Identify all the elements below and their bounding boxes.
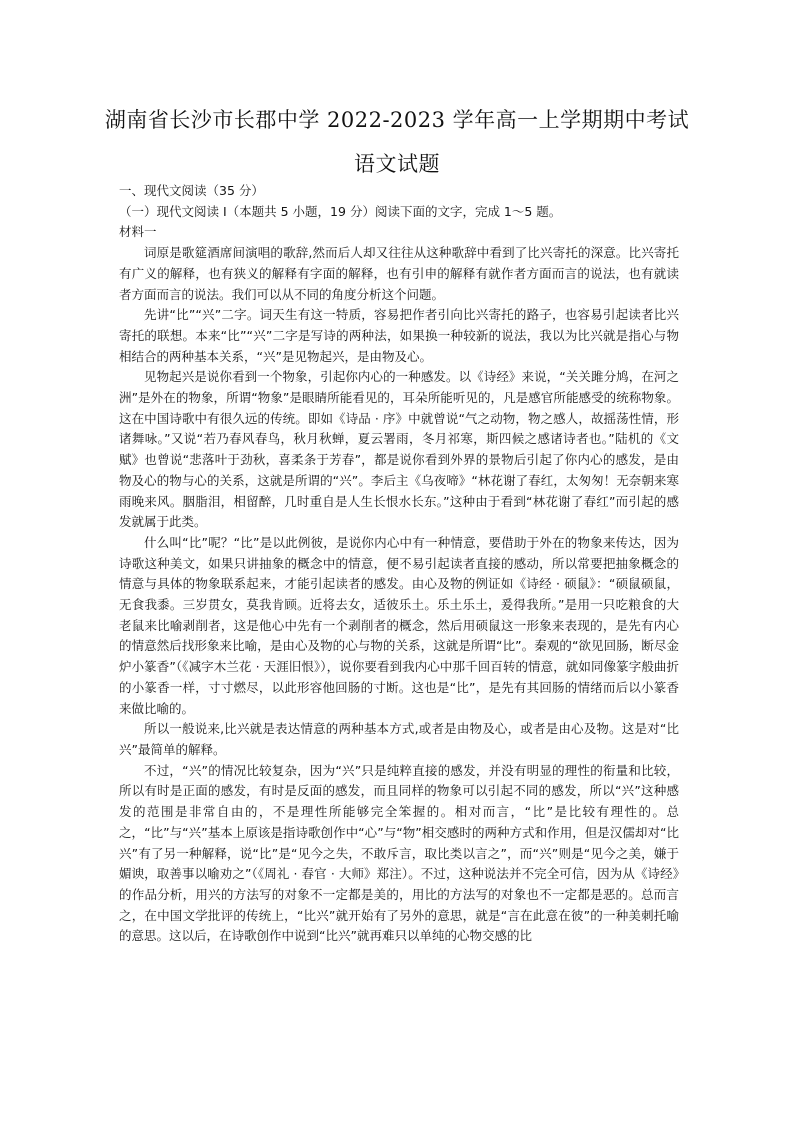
page-title: 湖南省长沙市长郡中学 2022-2023 学年高一上学期期中考试 [104,108,690,132]
paragraph-4: 什么叫“比”呢？“比”是以此例彼，是说你内心中有一种情意，要借助于外在的物象来传达，因为诗歌这种美文，如果只讲抽象的概念中的情意，便不易引起读者直接的感动，所以常要把抽象概念的情意与具体的物象联系起来，才能引起读者的感发。由心及物的例证如《诗经 · 硕鼠》：“硕鼠硕鼠，无食我黍。三岁贯女，莫我肯顾。近将去女，适彼乐土。乐土乐土，爰得我所。”是用一只吃粮食的大老鼠来比喻剥削者，这是他心中先有一个剥削者的概念，然后用硕鼠这一形象来表现的，是先有内心的情意然后找形象来比喻，是由心及物的心与物的关系，这就是所谓“比”。秦观的“欲见回肠，断尽金炉小篆香”（《减字木兰花 · 天涯旧恨》），说你要看到我内心中那千回百转的情意，就如同像篆字般曲折的小篆香一样，寸寸燃尽，以此形容他回肠的寸断。这也是“比”，是先有其回肠的情绪而后以小篆香来做比喻的。 [119,534,679,716]
material-label: 材料一 [119,224,157,240]
paragraph-2: 先讲“比”“兴”二字。词天生有这一特质，容易把作者引向比兴寄托的路子，也容易引起读者比兴寄托的联想。本来“比”“兴”二字是写诗的两种法，如果换一种较新的说法，我以为比兴就是指心与物相结合的两种基本关系，“兴”是见物起兴，是由物及心。 [119,307,679,364]
section-heading: 一、现代文阅读（35 分） [119,183,264,198]
paragraph-5: 所以一般说来,比兴就是表达情意的两种基本方式,或者是由物及心，或者是由心及物。这是对“比兴”最简单的解释。 [119,721,679,757]
page-subtitle: 语文试题 [354,152,440,176]
article-body [119,181,679,947]
subsection-heading: （一）现代文阅读 I（本题共 5 小题，19 分）阅读下面的文字，完成 1～5 题。 [119,203,562,219]
paragraph-1: 词原是歌筵酒席间演唱的歌辞,然而后人却又往往从这种歌辞中看到了比兴寄托的深意。比兴寄托有广义的解释，也有狭义的解释有字面的解释，也有引申的解释有就作者方面而言的说法，也有就读者方面而言的说法。我们可以从不同的角度分析这个问题。 [119,245,679,302]
paragraph-3: 见物起兴是说你看到一个物象，引起你内心的一种感发。以《诗经》来说，“关关雎分鸠，在河之洲”是外在的物象，所谓“物象”是眼睛所能看见的，耳朵所能听见的，凡是感官所能感受的统称物象。这在中国诗歌中有很久远的传统。即如《诗品 · 序》中就曾说“气之动物，物之感人，故摇荡性情，形诸舞咏。”又说“若乃春风春鸟，秋月秋蝉，夏云署雨，冬月祁寒，斯四候之感诸诗者也。”陆机的《文赋》也曾说“悲落叶于劲秋，喜柔条于芳春”，都是说你看到外界的景物后引起了你内心的感发，是由物及心的物与心的关系，这就是所谓的“兴”。李后主《乌夜啼》“林花谢了春红，太匆匆！无奈朝来寒雨晚来风。胭脂泪，相留醉，几时重自是人生长恨水长东。”这种由于看到“林花谢了春红”而引起的感发就属于此类。 [119,369,679,530]
paragraph-6: 不过，“兴”的情况比较复杂，因为“兴”只是纯粹直接的感发，并没有明显的理性的衔量和比较，所以有时是正面的感发，有时是反面的感发，而且同样的物象可以引起不同的感发，所以“兴”这种感发的范围是非常自由的，不是理性所能够完全笨握的。相对而言，“比”是比较有理性的。总之，“比”与“兴”基本上原该是指诗歌创作中“心”与“物”相交感时的两种方式和作用，但是汉儒却对“比兴”有了另一种解释，说“比”是“见今之失，不敢斥言，取比类以言之”，而“兴”则是“见今之美，嫌于媚谀，取善事以喻劝之”（《周礼 · 春官 · 大师》郑注）。不过，这种说法并不完全可信，因为从《诗经》的作品分析，用兴的方法写的对象不一定都是美的，用比的方法写的对象也不一定都是恶的。总而言之，在中国文学批评的传统上，“比兴”就开始有了另外的意思，就是“言在此意在彼”的一种美刺托喻的意思。这以后，在诗歌创作中说到“比兴”就再难只以单纯的心物交感的比 [119,762,679,944]
